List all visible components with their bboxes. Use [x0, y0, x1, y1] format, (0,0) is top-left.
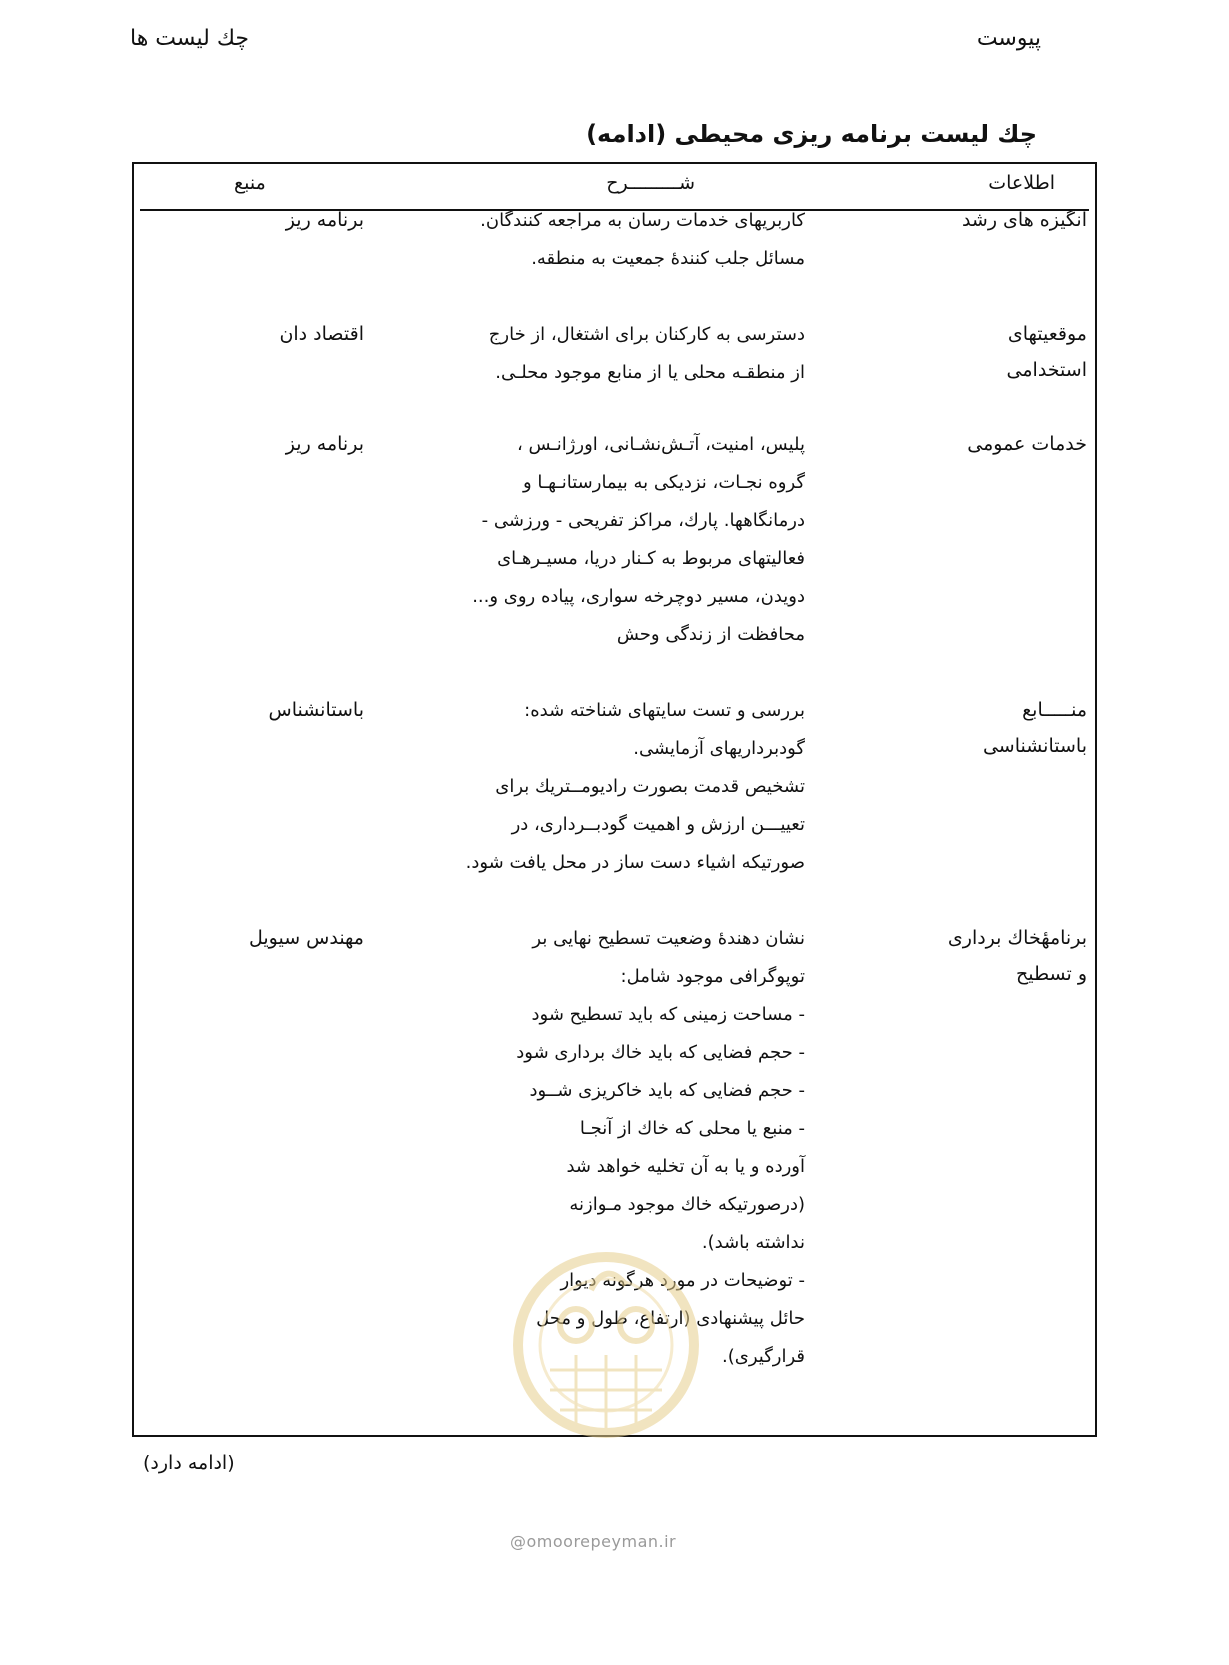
column-header-source: منبع — [234, 172, 266, 194]
desc-line: توپوگرافی موجود شامل: — [620, 966, 805, 987]
desc-line: پلیس، امنیت، آتـش‌نشـانی، اورژانـس ، — [516, 434, 805, 455]
desc-line: کاربریهای خدمات رسان به مراجعه کنندگان. — [480, 210, 805, 231]
desc-line: آورده و یا به آن تخلیه خواهد شد — [566, 1156, 805, 1177]
desc-line: - مساحت زمینی که باید تسطیح شود — [531, 1004, 805, 1025]
row-description — [345, 316, 805, 392]
desc-line: - حجم فضایی که باید خاکریزی شــود — [529, 1080, 805, 1101]
desc-line: - منبع یا محلی که خاك از آنجـا — [579, 1118, 805, 1139]
column-header-info: اطلاعات — [988, 172, 1055, 194]
desc-line: گروه نجـات، نزدیکی به بیمارستانـهـا و — [523, 472, 805, 493]
row-source: برنامه ریز — [285, 433, 364, 455]
column-header-description: شـــــــــرح — [606, 172, 695, 194]
desc-line: تعییـــن ارزش و اهمیت گودبــرداری، در — [511, 814, 805, 835]
page-title: چك لیست برنامه ریزی محیطی (ادامه) — [586, 120, 1037, 148]
desc-line: - توضیحات در مورد هرگونه دیوار — [560, 1270, 805, 1291]
watermark-url: @omoorepeyman.ir — [510, 1532, 677, 1551]
desc-line: بررسی و تست سایتهای شناخته شده: — [524, 700, 805, 721]
desc-line: حائل پیشنهادی (ارتفاع، طول و محل — [536, 1308, 805, 1329]
continued-note: (ادامه دارد) — [143, 1452, 235, 1474]
row-source: مهندس سیویل — [248, 927, 364, 949]
desc-line: (درصورتیکه خاك موجود مـوازنه — [569, 1194, 805, 1215]
row-description — [345, 202, 805, 278]
desc-line: تشخیص قدمت بصورت رادیومــتریك برای — [495, 776, 805, 797]
row-info: انگیزه های رشد — [961, 209, 1087, 231]
watermark-seal-icon — [506, 1230, 706, 1460]
desc-line: نشان دهندهٔ وضعیت تسطیح نهایی بر — [532, 928, 805, 949]
row-description — [345, 692, 805, 882]
desc-line: قرارگیری). — [722, 1346, 805, 1367]
desc-line: گودبرداریهای آزمایشی. — [633, 738, 805, 759]
desc-line: دسترسی به کارکنان برای اشتغال، از خارج — [488, 324, 805, 345]
desc-line: از منطقـه محلی یا از منابع موجود محلـی. — [495, 362, 805, 383]
desc-line: دویدن، مسیر دوچرخه سواری، پیاده روی و... — [472, 586, 805, 607]
desc-line: نداشته باشد). — [701, 1232, 805, 1253]
desc-line: - حجم فضایی که باید خاك برداری شود — [516, 1042, 805, 1063]
desc-line: مسائل جلب کنندهٔ جمعیت به منطقه. — [531, 248, 805, 269]
row-info: برنامهٔخاك برداری و تسطیح — [947, 927, 1087, 985]
row-info: خدمات عمومی — [967, 433, 1087, 455]
row-source: برنامه ریز — [285, 209, 364, 231]
desc-line: فعالیتهای مربوط به کـنار دریا، مسیـرهـای — [497, 548, 805, 569]
desc-line: صورتیکه اشیاء دست ساز در محل یافت شود. — [465, 852, 805, 873]
row-source: باستانشناس — [268, 699, 364, 721]
desc-line: محافظت از زندگی وحش — [616, 624, 805, 645]
row-info: موقعیتهای استخدامی — [1006, 323, 1087, 381]
row-description — [345, 426, 805, 654]
row-source: اقتصاد دان — [279, 323, 364, 345]
desc-line: درمانگاهها. پارك، مراکز تفریحی - ورزشی - — [481, 510, 805, 531]
header-chapter-label: چك لیست ها — [130, 26, 250, 51]
header-section-label: پیوست — [976, 26, 1041, 51]
row-info: منـــــابع باستانشناسی — [982, 699, 1087, 757]
